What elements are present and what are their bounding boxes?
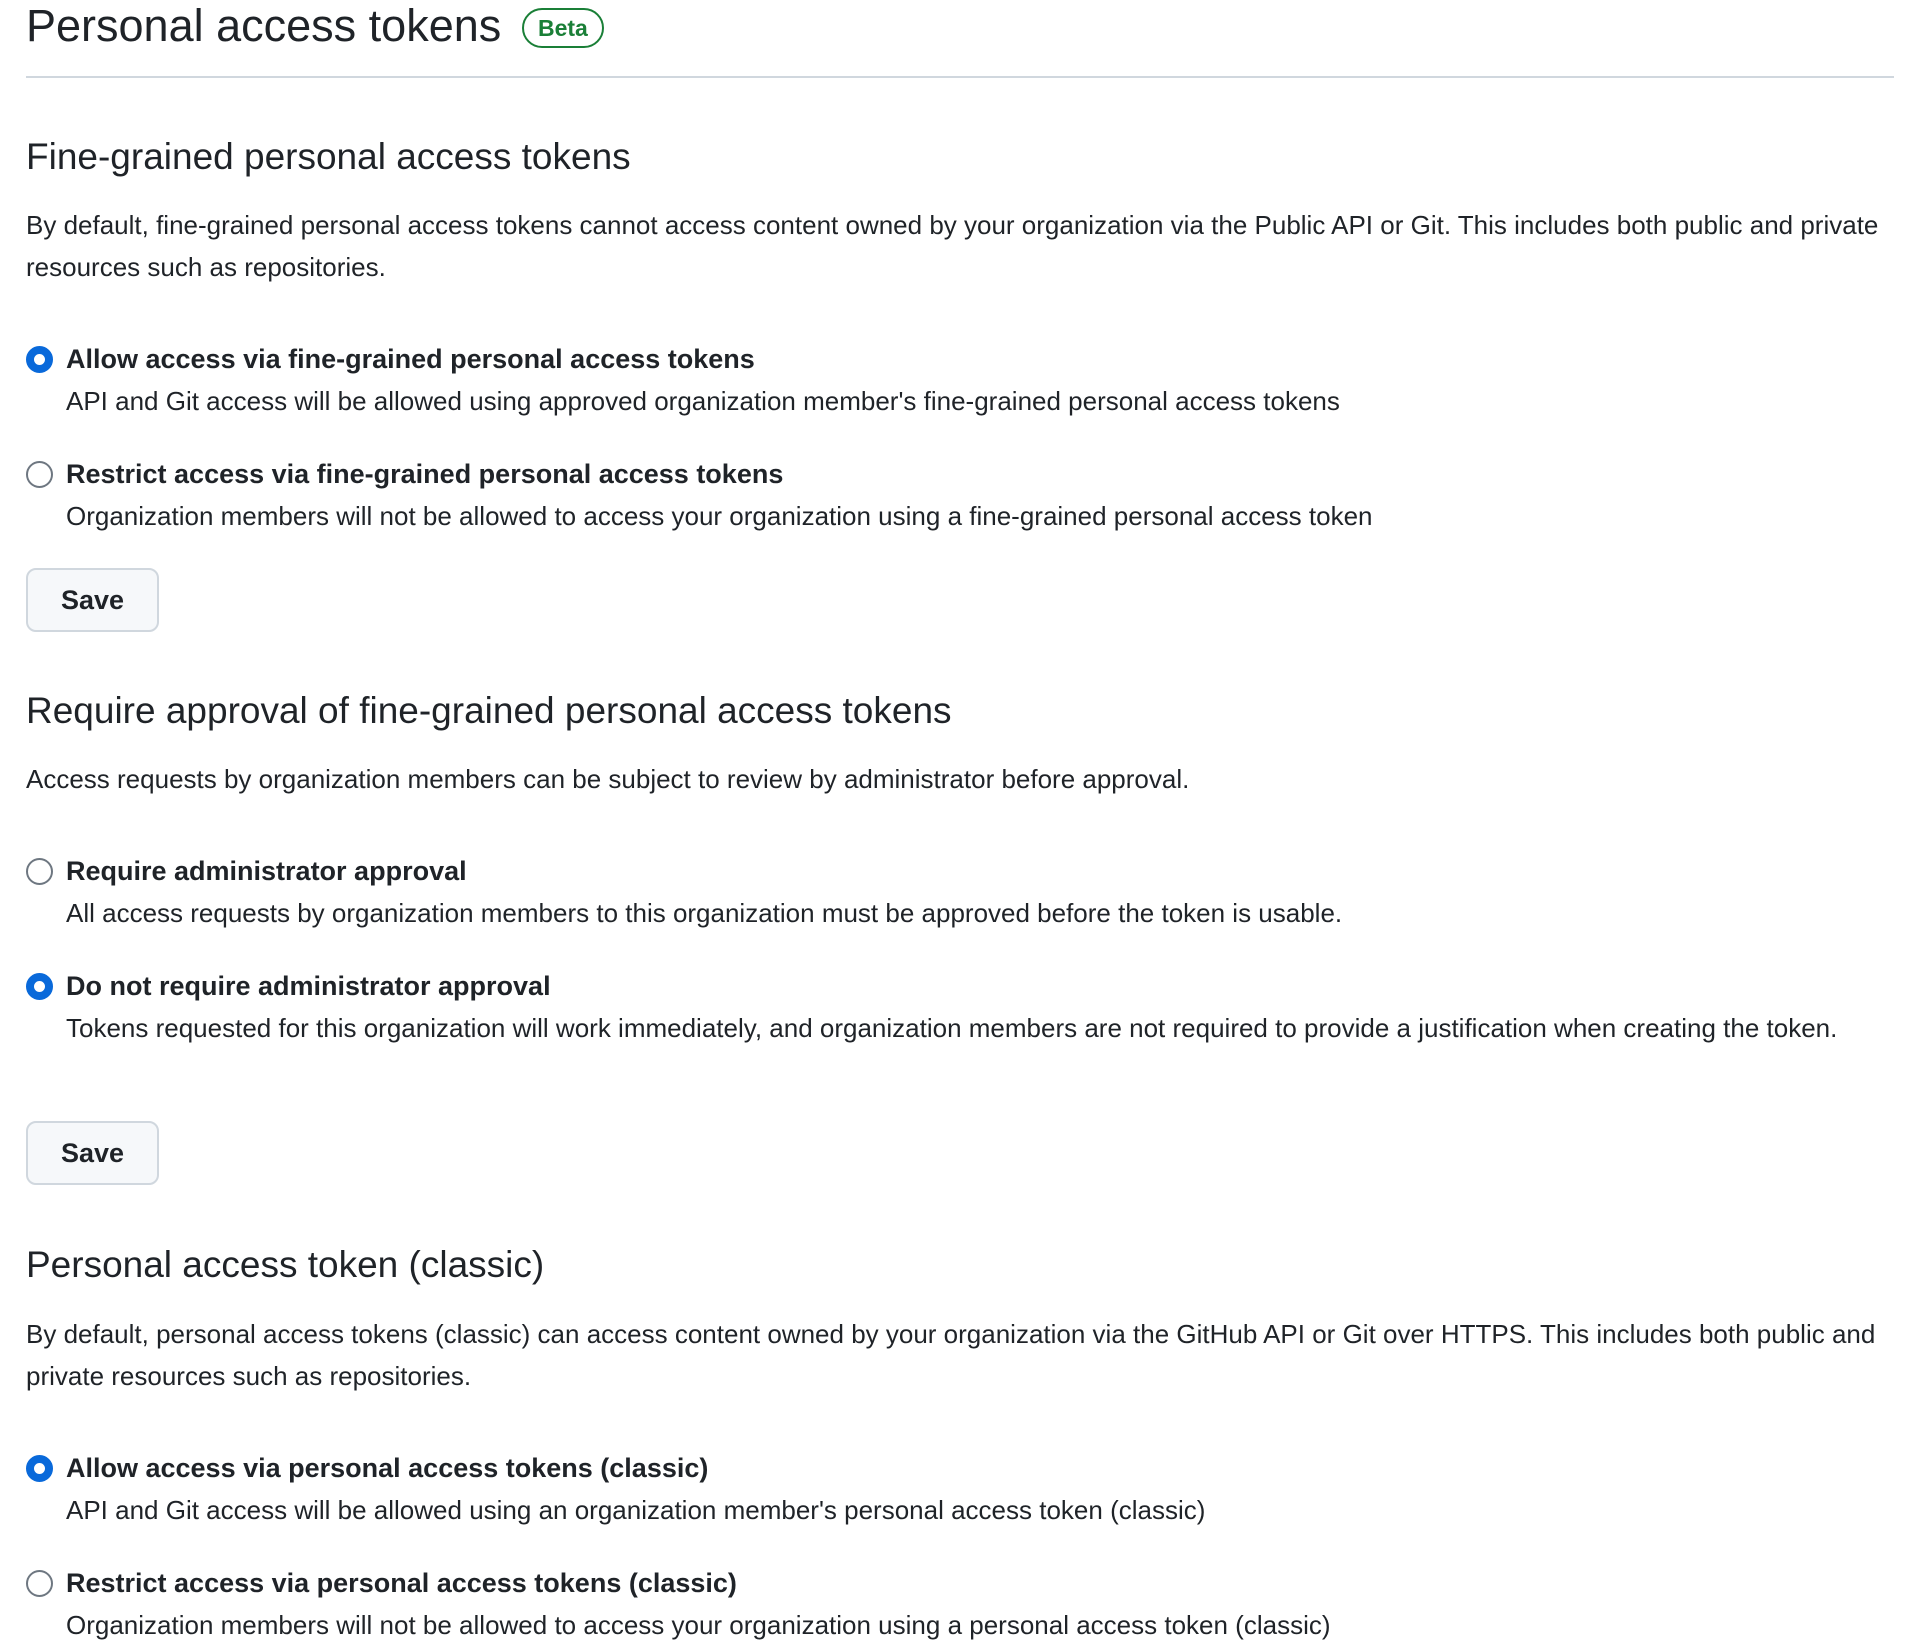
- beta-badge: Beta: [522, 8, 604, 48]
- radio-allow-fine-grained[interactable]: [26, 346, 53, 373]
- approval-section-title: Require approval of fine-grained personal access tokens: [26, 690, 952, 731]
- radio-restrict-fine-grained[interactable]: [26, 461, 53, 488]
- radio-no-approval[interactable]: [26, 973, 53, 1000]
- page-title: Personal access tokens: [26, 0, 502, 51]
- radio-allow-classic[interactable]: [26, 1455, 53, 1482]
- option-label[interactable]: Require administrator approval: [66, 856, 467, 886]
- option-label[interactable]: Restrict access via personal access tokens (classic): [66, 1568, 737, 1598]
- option-label[interactable]: Allow access via fine-grained personal access tokens: [66, 344, 755, 374]
- option-description: All access requests by organization members to this organization must be approved before the token is usable.: [66, 898, 1343, 928]
- fine-grained-section-description: By default, fine-grained personal access tokens cannot access content owned by your organization via the Public API or Git. This includes both public and private resources such as repositories.: [26, 210, 1879, 282]
- radio-restrict-classic[interactable]: [26, 1570, 53, 1597]
- option-description: Tokens requested for this organization will work immediately, and organization members are not required to provide a justification when creating the token.: [66, 1013, 1838, 1043]
- classic-section-description: By default, personal access tokens (classic) can access content owned by your organization via the GitHub API or Git over HTTPS. This includes both public and private resources such as repositories.: [26, 1319, 1876, 1391]
- save-fine-grained-button[interactable]: Save: [26, 568, 159, 632]
- save-approval-button[interactable]: Save: [26, 1121, 159, 1185]
- option-label[interactable]: Restrict access via fine-grained personal access tokens: [66, 459, 784, 489]
- option-label[interactable]: Do not require administrator approval: [66, 971, 551, 1001]
- option-description: Organization members will not be allowed to access your organization using a personal access token (classic): [66, 1610, 1331, 1640]
- fine-grained-section-title: Fine-grained personal access tokens: [26, 136, 631, 177]
- radio-require-approval[interactable]: [26, 858, 53, 885]
- option-description: Organization members will not be allowed to access your organization using a fine-grained personal access token: [66, 501, 1373, 531]
- classic-section-title: Personal access token (classic): [26, 1244, 545, 1285]
- page-header: [26, 0, 1894, 78]
- approval-section-description: Access requests by organization members can be subject to review by administrator before approval.: [26, 764, 1190, 794]
- option-label[interactable]: Allow access via personal access tokens (classic): [66, 1453, 709, 1483]
- option-description: API and Git access will be allowed using an organization member's personal access token (classic): [66, 1495, 1206, 1525]
- option-description: API and Git access will be allowed using approved organization member's fine-grained personal access tokens: [66, 386, 1340, 416]
